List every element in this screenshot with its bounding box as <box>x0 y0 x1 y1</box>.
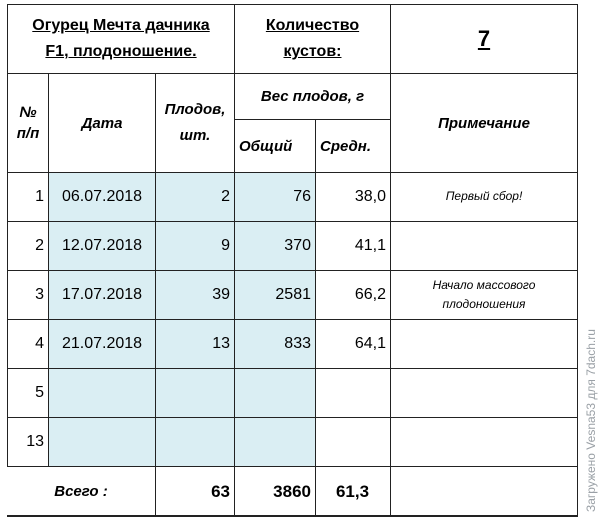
weight-avg-value: 38,0 <box>354 188 386 205</box>
fruits-cell[interactable] <box>155 417 235 467</box>
totals-avg-cell <box>315 466 391 516</box>
col-header-fruits <box>155 73 235 173</box>
weight-avg-value: 64,1 <box>354 335 386 352</box>
variety-title-line2: F1, плодоношение. <box>45 43 197 60</box>
totals-label: Всего : <box>54 483 108 500</box>
weight-total-cell[interactable] <box>234 368 316 418</box>
weight-avg-cell <box>315 368 391 418</box>
note-text-line1: Начало массового <box>432 278 536 292</box>
row-number: 5 <box>35 384 44 401</box>
totals-label-cell <box>7 466 156 516</box>
weight-avg-value: 66,2 <box>354 286 386 303</box>
col-number-line1: № <box>19 104 37 121</box>
weight-avg-cell <box>315 319 391 369</box>
bushes-label-line2: кустов: <box>283 43 342 60</box>
weight-total-cell[interactable] <box>234 172 316 222</box>
col-number-line2: п/п <box>16 125 40 142</box>
bushes-label-line1: Количество <box>265 17 360 34</box>
fruits-cell[interactable] <box>155 221 235 271</box>
fruiting-table <box>7 4 577 518</box>
row-number: 13 <box>26 433 44 450</box>
totals-fruits-cell <box>155 466 235 516</box>
col-weight-total-label: Общий <box>239 137 293 155</box>
row-number-cell <box>7 270 49 320</box>
row-number-cell <box>7 368 49 418</box>
note-text: Первый сбор! <box>445 189 523 203</box>
date-cell[interactable] <box>48 417 156 467</box>
weight-total-cell[interactable] <box>234 270 316 320</box>
table-bottom-border <box>7 515 578 517</box>
weight-total-value: 370 <box>284 237 311 254</box>
note-cell[interactable] <box>390 417 578 467</box>
fruits-value: 2 <box>221 188 230 205</box>
col-fruits-line2: шт. <box>179 127 211 144</box>
variety-title-cell <box>7 4 235 74</box>
weight-avg-cell <box>315 270 391 320</box>
col-header-date <box>48 73 156 173</box>
totals-avg: 61,3 <box>335 481 370 501</box>
totals-weight-cell <box>234 466 316 516</box>
weight-total-cell[interactable] <box>234 319 316 369</box>
date-value: 12.07.2018 <box>62 237 143 254</box>
date-cell[interactable] <box>48 270 156 320</box>
watermark: Загружено Vesna53 для 7dach.ru <box>584 329 598 512</box>
fruits-value: 9 <box>221 237 230 254</box>
note-cell[interactable] <box>390 270 578 320</box>
bushes-label-cell <box>234 4 391 74</box>
totals-fruits: 63 <box>211 481 230 501</box>
weight-total-cell[interactable] <box>234 221 316 271</box>
row-number-cell <box>7 221 49 271</box>
date-cell[interactable] <box>48 172 156 222</box>
date-value: 21.07.2018 <box>62 335 143 352</box>
col-weight-avg-label: Средн. <box>320 137 372 155</box>
col-header-number <box>7 73 49 173</box>
col-header-weight-avg <box>315 119 391 173</box>
note-cell[interactable] <box>390 319 578 369</box>
fruits-cell[interactable] <box>155 270 235 320</box>
date-cell[interactable] <box>48 319 156 369</box>
date-value: 06.07.2018 <box>62 188 143 205</box>
variety-title-line1: Огурец Мечта дачника <box>32 17 210 34</box>
col-header-weight-group <box>234 73 391 120</box>
weight-avg-value: 41,1 <box>354 237 386 254</box>
note-cell[interactable] <box>390 172 578 222</box>
row-number-cell <box>7 417 49 467</box>
row-number: 1 <box>35 188 44 205</box>
date-cell[interactable] <box>48 221 156 271</box>
col-date-label: Дата <box>81 114 123 132</box>
totals-weight: 3860 <box>273 481 311 501</box>
date-cell[interactable] <box>48 368 156 418</box>
col-fruits-line1: Плодов, <box>164 101 226 118</box>
fruits-value: 13 <box>212 335 230 352</box>
col-header-note <box>390 73 578 173</box>
weight-avg-cell <box>315 172 391 222</box>
row-number-cell <box>7 172 49 222</box>
note-text-line2: плодоношения <box>442 297 526 311</box>
weight-total-cell[interactable] <box>234 417 316 467</box>
fruits-cell[interactable] <box>155 319 235 369</box>
note-cell[interactable] <box>390 368 578 418</box>
col-weight-group-label: Вес плодов, г <box>260 88 365 105</box>
weight-total-value: 833 <box>284 335 311 352</box>
weight-total-value: 2581 <box>275 286 311 303</box>
row-number-cell <box>7 319 49 369</box>
row-number: 3 <box>35 286 44 303</box>
col-note-label: Примечание <box>438 114 530 132</box>
date-value: 17.07.2018 <box>62 286 143 303</box>
bushes-count: 7 <box>477 26 491 51</box>
weight-total-value: 76 <box>293 188 311 205</box>
fruits-cell[interactable] <box>155 172 235 222</box>
row-number: 2 <box>35 237 44 254</box>
row-number: 4 <box>35 335 44 352</box>
weight-avg-cell <box>315 417 391 467</box>
fruits-value: 39 <box>212 286 230 303</box>
fruits-cell[interactable] <box>155 368 235 418</box>
weight-avg-cell <box>315 221 391 271</box>
note-cell[interactable] <box>390 221 578 271</box>
totals-note-cell <box>390 466 578 516</box>
col-header-weight-total <box>234 119 316 173</box>
bushes-count-cell <box>390 4 578 74</box>
